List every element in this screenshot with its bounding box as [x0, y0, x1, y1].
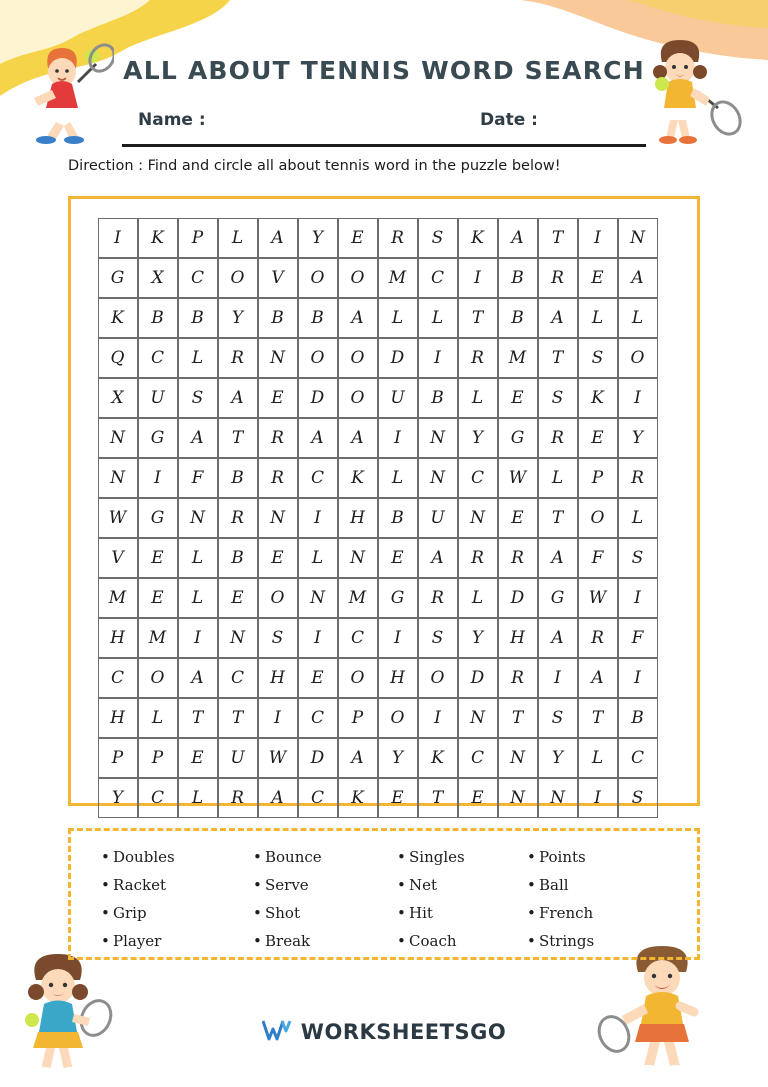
grid-cell[interactable]: E — [498, 498, 538, 538]
grid-cell[interactable]: K — [138, 218, 178, 258]
bullet-icon: • — [101, 876, 110, 894]
grid-cell[interactable]: R — [418, 578, 458, 618]
bullet-icon: • — [101, 848, 110, 866]
page-title: ALL ABOUT TENNIS WORD SEARCH — [123, 56, 645, 85]
grid-cell[interactable]: V — [258, 258, 298, 298]
grid-cell[interactable]: I — [578, 778, 618, 818]
word-label: Player — [113, 932, 162, 950]
grid-cell[interactable]: L — [618, 298, 658, 338]
grid-cell[interactable]: A — [338, 738, 378, 778]
grid-cell[interactable]: R — [458, 538, 498, 578]
grid-cell[interactable]: B — [498, 258, 538, 298]
grid-cell[interactable]: I — [618, 578, 658, 618]
grid-cell[interactable]: N — [458, 698, 498, 738]
grid-cell[interactable]: L — [458, 378, 498, 418]
grid-cell[interactable]: A — [178, 418, 218, 458]
word-list-item[interactable] — [101, 843, 253, 871]
grid-cell[interactable]: B — [258, 298, 298, 338]
grid-cell[interactable]: E — [218, 578, 258, 618]
grid-cell[interactable]: I — [618, 378, 658, 418]
grid-cell[interactable]: L — [178, 778, 218, 818]
grid-cell[interactable]: M — [98, 578, 138, 618]
grid-cell[interactable]: C — [458, 738, 498, 778]
grid-cell[interactable]: F — [178, 458, 218, 498]
grid-cell[interactable]: I — [538, 658, 578, 698]
grid-cell[interactable]: A — [618, 258, 658, 298]
grid-cell[interactable]: O — [218, 258, 258, 298]
grid-cell[interactable]: K — [458, 218, 498, 258]
grid-cell[interactable]: E — [258, 378, 298, 418]
word-label: Shot — [265, 904, 300, 922]
grid-cell[interactable]: T — [538, 218, 578, 258]
grid-cell[interactable]: G — [138, 418, 178, 458]
grid-cell[interactable]: E — [138, 578, 178, 618]
word-list-item[interactable] — [527, 927, 673, 955]
grid-cell[interactable]: A — [538, 618, 578, 658]
word-list-item[interactable] — [397, 843, 527, 871]
grid-cell[interactable]: H — [498, 618, 538, 658]
grid-cell[interactable]: G — [378, 578, 418, 618]
grid-cell[interactable]: K — [418, 738, 458, 778]
grid-cell[interactable]: N — [98, 418, 138, 458]
grid-cell[interactable]: C — [138, 778, 178, 818]
grid-cell[interactable]: I — [458, 258, 498, 298]
grid-cell[interactable]: L — [418, 298, 458, 338]
grid-cell[interactable]: L — [298, 538, 338, 578]
grid-cell[interactable]: A — [578, 658, 618, 698]
grid-cell[interactable]: I — [418, 338, 458, 378]
grid-cell[interactable]: R — [458, 338, 498, 378]
grid-cell[interactable]: I — [178, 618, 218, 658]
grid-cell[interactable]: H — [258, 658, 298, 698]
word-list-item[interactable] — [253, 843, 397, 871]
grid-cell[interactable]: O — [338, 338, 378, 378]
grid-cell[interactable]: S — [258, 618, 298, 658]
grid-cell[interactable]: D — [298, 378, 338, 418]
bullet-icon: • — [397, 932, 406, 950]
grid-cell[interactable]: T — [178, 698, 218, 738]
grid-cell[interactable]: O — [618, 338, 658, 378]
word-label: French — [539, 904, 594, 922]
grid-cell[interactable]: W — [498, 458, 538, 498]
word-search-grid-frame — [68, 196, 700, 806]
grid-cell[interactable]: E — [458, 778, 498, 818]
grid-cell[interactable]: C — [138, 338, 178, 378]
grid-cell[interactable]: R — [618, 458, 658, 498]
grid-cell[interactable]: A — [418, 538, 458, 578]
grid-cell[interactable]: N — [498, 778, 538, 818]
grid-cell[interactable]: I — [298, 618, 338, 658]
grid-cell[interactable]: S — [178, 378, 218, 418]
word-search-grid — [98, 218, 658, 818]
grid-cell[interactable]: E — [578, 258, 618, 298]
grid-cell[interactable]: L — [378, 298, 418, 338]
grid-cell[interactable]: X — [138, 258, 178, 298]
grid-cell[interactable]: G — [138, 498, 178, 538]
grid-cell[interactable]: R — [218, 498, 258, 538]
grid-cell[interactable]: S — [538, 378, 578, 418]
grid-cell[interactable]: C — [458, 458, 498, 498]
grid-cell[interactable]: O — [578, 498, 618, 538]
word-list-item[interactable] — [527, 843, 673, 871]
grid-cell[interactable]: T — [538, 338, 578, 378]
grid-cell[interactable]: I — [138, 458, 178, 498]
grid-cell[interactable]: D — [298, 738, 338, 778]
bullet-icon: • — [527, 848, 536, 866]
footer — [0, 1018, 768, 1046]
grid-cell[interactable]: L — [458, 578, 498, 618]
grid-cell[interactable]: X — [98, 378, 138, 418]
bullet-icon: • — [101, 932, 110, 950]
word-list-frame — [68, 828, 700, 960]
grid-cell[interactable]: O — [338, 378, 378, 418]
word-label: Strings — [539, 932, 595, 950]
grid-cell[interactable]: E — [258, 538, 298, 578]
word-list-item[interactable] — [101, 899, 253, 927]
word-list-item[interactable] — [397, 899, 527, 927]
bullet-icon: • — [253, 848, 262, 866]
grid-cell[interactable]: N — [418, 418, 458, 458]
grid-cell[interactable]: S — [578, 338, 618, 378]
grid-cell[interactable]: L — [178, 338, 218, 378]
grid-cell[interactable]: F — [578, 538, 618, 578]
grid-cell[interactable]: A — [538, 298, 578, 338]
grid-cell[interactable]: U — [218, 738, 258, 778]
word-list-item[interactable] — [527, 871, 673, 899]
grid-cell[interactable]: K — [578, 378, 618, 418]
word-list-item[interactable] — [397, 871, 527, 899]
grid-cell[interactable]: G — [538, 578, 578, 618]
grid-cell[interactable]: C — [98, 658, 138, 698]
word-label: Bounce — [265, 848, 322, 866]
grid-cell[interactable]: C — [178, 258, 218, 298]
grid-cell[interactable]: T — [498, 698, 538, 738]
grid-cell[interactable]: N — [178, 498, 218, 538]
grid-cell[interactable]: I — [378, 618, 418, 658]
grid-cell[interactable]: S — [618, 538, 658, 578]
grid-cell[interactable]: B — [218, 458, 258, 498]
grid-cell[interactable]: O — [378, 698, 418, 738]
grid-cell[interactable]: E — [298, 658, 338, 698]
grid-cell[interactable]: B — [618, 698, 658, 738]
grid-cell[interactable]: A — [258, 218, 298, 258]
grid-cell[interactable]: U — [378, 378, 418, 418]
grid-cell[interactable]: I — [378, 418, 418, 458]
bullet-icon: • — [527, 904, 536, 922]
grid-cell[interactable]: L — [378, 458, 418, 498]
grid-cell[interactable]: L — [538, 458, 578, 498]
grid-cell[interactable]: T — [418, 778, 458, 818]
grid-cell[interactable]: I — [418, 698, 458, 738]
grid-cell[interactable]: M — [338, 578, 378, 618]
grid-cell[interactable]: R — [258, 418, 298, 458]
footer-logo-text: WORKSHEETSGO — [300, 1020, 507, 1044]
grid-cell[interactable]: H — [98, 698, 138, 738]
grid-cell[interactable]: Y — [458, 618, 498, 658]
word-label: Points — [539, 848, 586, 866]
grid-cell[interactable]: G — [98, 258, 138, 298]
grid-cell[interactable]: W — [578, 578, 618, 618]
grid-cell[interactable]: L — [178, 578, 218, 618]
grid-cell[interactable]: I — [298, 498, 338, 538]
grid-cell[interactable]: U — [138, 378, 178, 418]
grid-cell[interactable]: C — [218, 658, 258, 698]
grid-cell[interactable]: U — [418, 498, 458, 538]
grid-cell[interactable]: S — [418, 218, 458, 258]
grid-cell[interactable]: C — [418, 258, 458, 298]
word-list-item[interactable] — [101, 871, 253, 899]
grid-cell[interactable]: M — [378, 258, 418, 298]
grid-cell[interactable]: A — [498, 218, 538, 258]
grid-cell[interactable]: N — [498, 738, 538, 778]
word-list-item[interactable] — [527, 899, 673, 927]
grid-cell[interactable]: C — [298, 698, 338, 738]
grid-cell[interactable]: N — [618, 218, 658, 258]
grid-cell[interactable]: F — [618, 618, 658, 658]
grid-cell[interactable]: H — [378, 658, 418, 698]
grid-cell[interactable]: T — [218, 418, 258, 458]
grid-cell[interactable]: N — [458, 498, 498, 538]
word-list-item[interactable] — [253, 927, 397, 955]
grid-cell[interactable]: N — [98, 458, 138, 498]
word-list-item[interactable] — [101, 927, 253, 955]
bullet-icon: • — [397, 904, 406, 922]
word-list-item[interactable] — [253, 871, 397, 899]
worksheet-header — [0, 46, 768, 156]
grid-cell[interactable]: D — [378, 338, 418, 378]
grid-cell[interactable]: Y — [378, 738, 418, 778]
grid-cell[interactable]: T — [538, 498, 578, 538]
date-label: Date : — [480, 110, 538, 130]
grid-cell[interactable]: N — [538, 778, 578, 818]
grid-cell[interactable]: N — [258, 498, 298, 538]
word-label: Serve — [265, 876, 309, 894]
grid-cell[interactable]: D — [498, 578, 538, 618]
grid-cell[interactable]: A — [178, 658, 218, 698]
grid-cell[interactable]: D — [458, 658, 498, 698]
grid-cell[interactable]: T — [218, 698, 258, 738]
grid-cell[interactable]: O — [418, 658, 458, 698]
word-label: Break — [265, 932, 311, 950]
word-label: Ball — [539, 876, 569, 894]
grid-cell[interactable]: B — [498, 298, 538, 338]
grid-cell[interactable]: W — [258, 738, 298, 778]
grid-cell[interactable]: R — [378, 218, 418, 258]
name-date-row — [110, 106, 658, 140]
bullet-icon: • — [101, 904, 110, 922]
bullet-icon: • — [527, 876, 536, 894]
grid-cell[interactable]: L — [138, 698, 178, 738]
grid-cell[interactable]: L — [578, 738, 618, 778]
grid-cell[interactable]: E — [578, 418, 618, 458]
grid-cell[interactable]: O — [298, 258, 338, 298]
grid-cell[interactable]: E — [498, 378, 538, 418]
grid-cell[interactable]: T — [578, 698, 618, 738]
word-list-item[interactable] — [253, 899, 397, 927]
word-list-column — [527, 843, 673, 955]
grid-cell[interactable]: S — [618, 778, 658, 818]
grid-cell[interactable]: O — [258, 578, 298, 618]
grid-cell[interactable]: M — [138, 618, 178, 658]
grid-cell[interactable]: E — [378, 778, 418, 818]
grid-cell[interactable]: S — [418, 618, 458, 658]
name-label: Name : — [138, 110, 206, 130]
grid-cell[interactable]: B — [418, 378, 458, 418]
grid-cell[interactable]: Y — [98, 778, 138, 818]
worksheetsgo-logo-icon — [262, 1018, 292, 1046]
grid-cell[interactable]: A — [338, 418, 378, 458]
grid-cell[interactable]: R — [498, 658, 538, 698]
grid-cell[interactable]: R — [498, 538, 538, 578]
grid-cell[interactable]: Y — [538, 738, 578, 778]
grid-cell[interactable]: I — [98, 218, 138, 258]
grid-cell[interactable]: I — [578, 218, 618, 258]
word-label: Racket — [113, 876, 166, 894]
direction-text: Direction : Find and circle all about tennis word in the puzzle below! — [68, 158, 561, 174]
grid-cell[interactable]: L — [618, 498, 658, 538]
grid-cell[interactable]: A — [538, 538, 578, 578]
word-label: Grip — [113, 904, 147, 922]
bullet-icon: • — [253, 904, 262, 922]
grid-cell[interactable]: B — [138, 298, 178, 338]
grid-cell[interactable]: N — [418, 458, 458, 498]
word-list-column — [253, 843, 397, 955]
grid-cell[interactable]: H — [338, 498, 378, 538]
grid-cell[interactable]: R — [258, 458, 298, 498]
grid-cell[interactable]: I — [258, 698, 298, 738]
word-list-column — [101, 843, 253, 955]
grid-cell[interactable]: K — [338, 778, 378, 818]
grid-cell[interactable]: B — [298, 298, 338, 338]
header-divider — [122, 144, 646, 147]
grid-cell[interactable]: E — [378, 538, 418, 578]
grid-cell[interactable]: P — [178, 218, 218, 258]
grid-cell[interactable]: R — [538, 258, 578, 298]
word-label: Hit — [409, 904, 433, 922]
grid-cell[interactable]: R — [218, 338, 258, 378]
grid-cell[interactable]: R — [578, 618, 618, 658]
grid-cell[interactable]: A — [218, 378, 258, 418]
grid-cell[interactable]: Y — [618, 418, 658, 458]
grid-cell[interactable]: E — [178, 738, 218, 778]
word-list-column — [397, 843, 527, 955]
grid-cell[interactable]: C — [298, 458, 338, 498]
grid-cell[interactable]: N — [338, 538, 378, 578]
grid-cell[interactable]: A — [338, 298, 378, 338]
grid-cell[interactable]: Y — [218, 298, 258, 338]
grid-cell[interactable]: K — [98, 298, 138, 338]
grid-cell[interactable]: Q — [98, 338, 138, 378]
bullet-icon: • — [527, 932, 536, 950]
word-label: Doubles — [113, 848, 175, 866]
grid-cell[interactable]: C — [298, 778, 338, 818]
grid-cell[interactable]: L — [178, 538, 218, 578]
grid-cell[interactable]: V — [98, 538, 138, 578]
word-list — [101, 843, 673, 955]
grid-cell[interactable]: P — [98, 738, 138, 778]
grid-cell[interactable]: Y — [458, 418, 498, 458]
grid-cell[interactable]: T — [458, 298, 498, 338]
grid-cell[interactable]: L — [218, 218, 258, 258]
word-label: Coach — [409, 932, 457, 950]
grid-cell[interactable]: H — [98, 618, 138, 658]
grid-cell[interactable]: K — [338, 458, 378, 498]
word-label: Singles — [409, 848, 465, 866]
grid-cell[interactable]: Y — [298, 218, 338, 258]
grid-cell[interactable]: E — [338, 218, 378, 258]
grid-cell[interactable]: A — [258, 778, 298, 818]
grid-cell[interactable]: W — [98, 498, 138, 538]
grid-cell[interactable]: N — [258, 338, 298, 378]
grid-cell[interactable]: S — [538, 698, 578, 738]
grid-cell[interactable]: B — [178, 298, 218, 338]
grid-cell[interactable]: O — [298, 338, 338, 378]
bullet-icon: • — [397, 876, 406, 894]
word-label: Net — [409, 876, 438, 894]
grid-cell[interactable]: P — [578, 458, 618, 498]
grid-cell[interactable]: G — [498, 418, 538, 458]
grid-cell[interactable]: N — [298, 578, 338, 618]
grid-cell[interactable]: C — [618, 738, 658, 778]
grid-cell[interactable]: A — [298, 418, 338, 458]
grid-cell[interactable]: C — [338, 618, 378, 658]
bullet-icon: • — [253, 876, 262, 894]
grid-cell[interactable]: M — [498, 338, 538, 378]
grid-cell[interactable]: R — [218, 778, 258, 818]
grid-cell[interactable]: E — [138, 538, 178, 578]
grid-cell[interactable]: L — [578, 298, 618, 338]
bullet-icon: • — [253, 932, 262, 950]
grid-cell[interactable]: O — [338, 258, 378, 298]
grid-cell[interactable]: B — [378, 498, 418, 538]
grid-cell[interactable]: I — [618, 658, 658, 698]
grid-cell[interactable]: B — [218, 538, 258, 578]
grid-cell[interactable]: P — [338, 698, 378, 738]
grid-cell[interactable]: O — [338, 658, 378, 698]
grid-cell[interactable]: R — [538, 418, 578, 458]
word-list-item[interactable] — [397, 927, 527, 955]
grid-cell[interactable]: O — [138, 658, 178, 698]
grid-cell[interactable]: P — [138, 738, 178, 778]
grid-cell[interactable]: N — [218, 618, 258, 658]
bullet-icon: • — [397, 848, 406, 866]
